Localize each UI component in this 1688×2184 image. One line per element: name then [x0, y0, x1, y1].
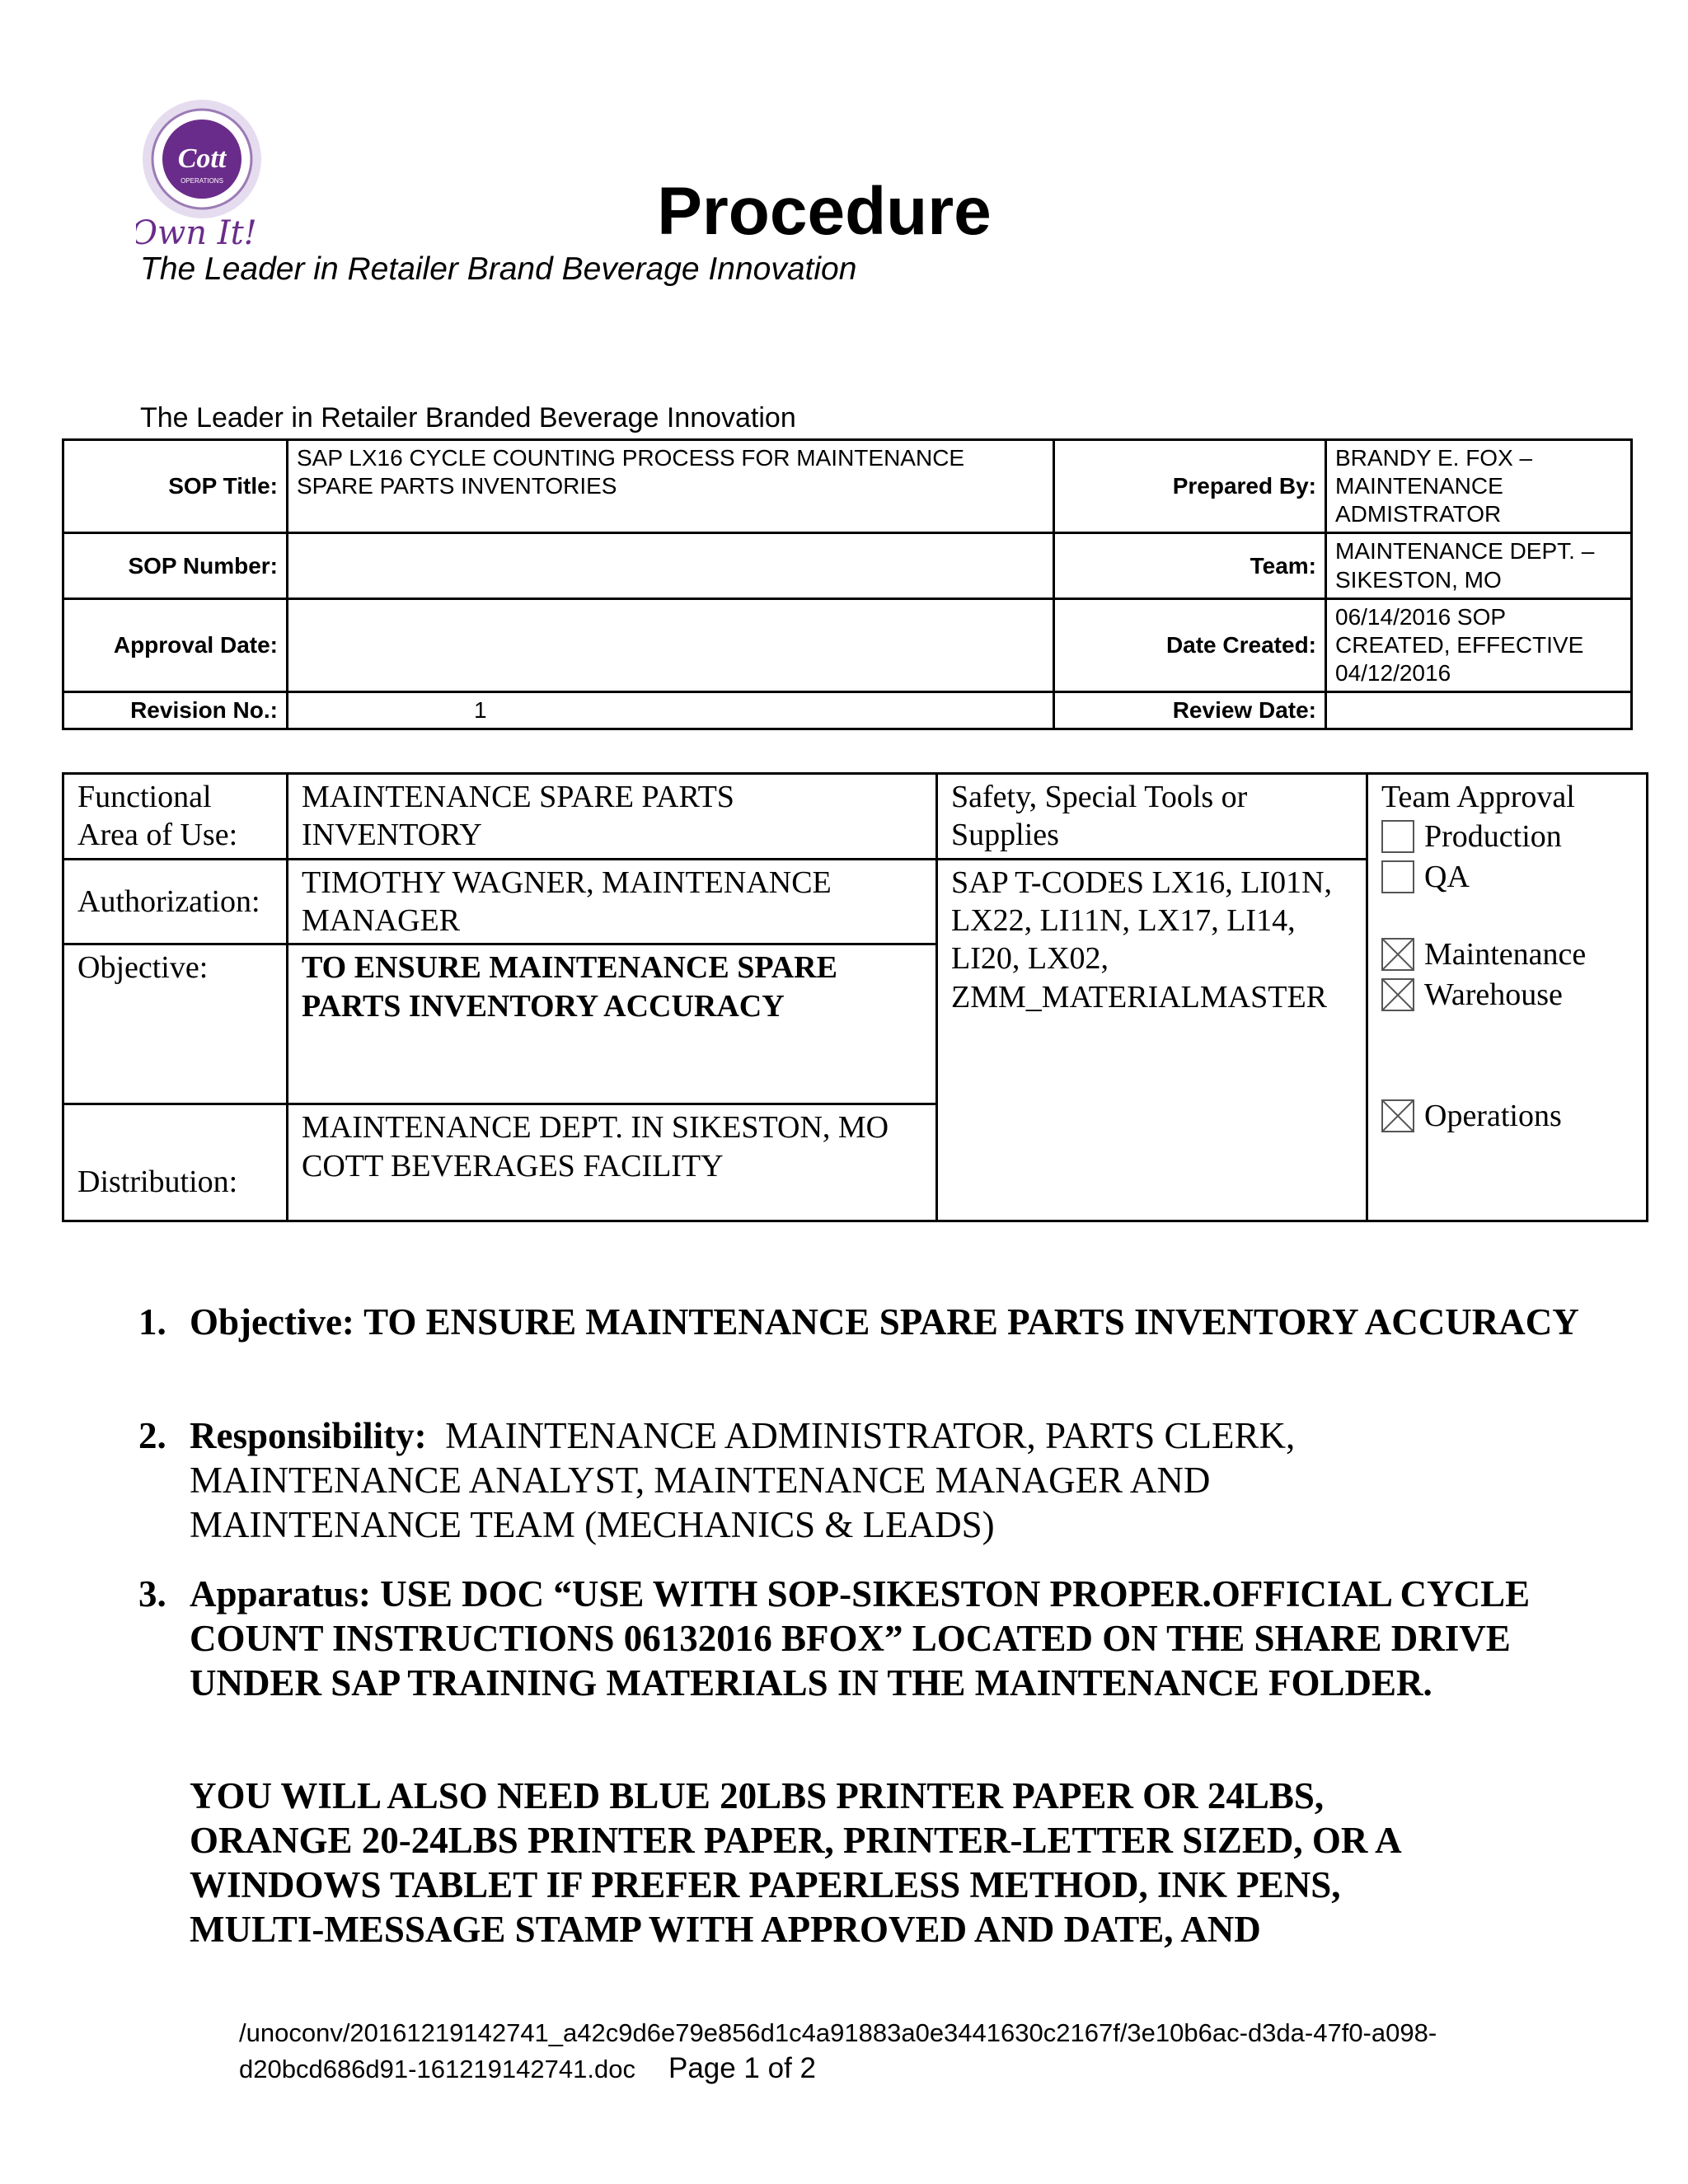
team-label: Team: [1054, 533, 1326, 598]
approval-label: QA [1424, 859, 1470, 894]
sop-title-label: SOP Title: [63, 440, 288, 533]
approval-label: Production [1424, 818, 1562, 854]
prepared-by-label: Prepared By: [1054, 440, 1326, 533]
table-row [63, 692, 1632, 729]
functional-table [62, 772, 1648, 1222]
table-row [63, 774, 1648, 860]
section-text [190, 1572, 1558, 1705]
sop-info-table [62, 438, 1633, 730]
approval-item [1381, 856, 1633, 897]
team-approval-cell [1367, 774, 1648, 1221]
sop-title-value: SAP LX16 CYCLE COUNTING PROCESS FOR MAINTENANCE SPARE PARTS INVENTORIES [288, 440, 1054, 533]
checked-box-icon[interactable] [1381, 1099, 1414, 1132]
checked-box-icon[interactable] [1381, 938, 1414, 971]
distribution-label: Distribution: [63, 1104, 288, 1221]
section-body: USE DOC “USE WITH SOP-SIKESTON PROPER.OFFICIAL CYCLE COUNT INSTRUCTIONS 06132016 BFOX” LOCATED ON THE SHARE DRIVE UNDER SAP TRAINING MATERIALS IN THE MAINTENANCE FOLDER. [190, 1573, 1531, 1704]
section-heading: Apparatus: [190, 1573, 372, 1615]
authorization-value: TIMOTHY WAGNER, MAINTENANCE MANAGER [288, 859, 937, 944]
review-date-label: Review Date: [1054, 692, 1326, 729]
approval-date-label: Approval Date: [63, 598, 288, 691]
section-heading: Objective: [190, 1301, 354, 1343]
date-created-label: Date Created: [1054, 598, 1326, 691]
checkbox-icon[interactable] [1381, 820, 1414, 853]
authorization-label: Authorization: [63, 859, 288, 944]
approval-item [1381, 934, 1633, 974]
footer-path-line2: d20bcd686d91-161219142741.doc [239, 2055, 635, 2083]
section-number: 2. [138, 1415, 166, 1456]
tagline: The Leader in Retailer Brand Beverage Innovation [140, 251, 857, 287]
extra-paragraph: YOU WILL ALSO NEED BLUE 20LBS PRINTER PAPER OR 24LBS, ORANGE 20-24LBS PRINTER PAPER, PRINTER-LETTER SIZED, OR A WINDOWS TABLET IF PREFER PAPERLESS METHOD, INK PENS, MULTI-MESSAGE STAMP WITH APPROVED AND DATE, AND [190, 1775, 1400, 1950]
footer [239, 2015, 1475, 2087]
team-approval-list [1381, 816, 1633, 1136]
company-logo [136, 97, 268, 250]
footer-path-line1: /unoconv/20161219142741_a42c9d6e79e856d1c4a91883a0e3441630c2167f/3e10b6ac-d3da-47f0-a098- [239, 2018, 1437, 2047]
section-heading: Responsibility: [190, 1415, 427, 1456]
approval-item [1381, 974, 1633, 1015]
section-number: 3. [138, 1573, 166, 1615]
approval-item [1381, 816, 1633, 856]
section-body: TO ENSURE MAINTENANCE SPARE PARTS INVENTORY ACCURACY [363, 1301, 1579, 1343]
approval-label: Warehouse [1424, 977, 1563, 1012]
functional-area-label: Functional Area of Use: [63, 774, 288, 860]
revision-value: 1 [288, 692, 1054, 729]
objective-label: Objective: [63, 944, 288, 1104]
approval-date-value [288, 598, 1054, 691]
sop-number-value [288, 533, 1054, 598]
section-text [190, 1413, 1475, 1547]
logo-sub: OPERATIONS [181, 177, 223, 185]
tagline-secondary: The Leader in Retailer Branded Beverage Innovation [140, 402, 796, 434]
functional-area-value: MAINTENANCE SPARE PARTS INVENTORY [288, 774, 937, 860]
section-body: MAINTENANCE ADMINISTRATOR, PARTS CLERK, MAINTENANCE ANALYST, MAINTENANCE MANAGER AND MAINTENANCE TEAM (MECHANICS & LEADS) [190, 1415, 1296, 1545]
table-row [63, 598, 1632, 691]
sop-number-label: SOP Number: [63, 533, 288, 598]
approval-item [1381, 1095, 1633, 1136]
date-created-value: 06/14/2016 SOP CREATED, EFFECTIVE 04/12/2016 [1326, 598, 1632, 691]
table-row [63, 440, 1632, 533]
checkbox-icon[interactable] [1381, 860, 1414, 893]
safety-value: SAP T-CODES LX16, LI01N, LX22, LI11N, LX17, LI14, LI20, LX02, ZMM_MATERIALMASTER [937, 859, 1367, 1221]
prepared-by-value: BRANDY E. FOX – MAINTENANCE ADMISTRATOR [1326, 440, 1632, 533]
safety-label: Safety, Special Tools or Supplies [937, 774, 1367, 860]
table-row [63, 533, 1632, 598]
team-value: MAINTENANCE DEPT. – SIKESTON, MO [1326, 533, 1632, 598]
logo-script: Own It! [136, 214, 257, 250]
page-number: Page 1 of 2 [668, 2052, 817, 2084]
section-number: 1. [138, 1301, 166, 1343]
objective-value: TO ENSURE MAINTENANCE SPARE PARTS INVENTORY ACCURACY [288, 944, 937, 1104]
distribution-value: MAINTENANCE DEPT. IN SIKESTON, MO COTT BEVERAGES FACILITY [288, 1104, 937, 1221]
approval-label: Operations [1424, 1098, 1562, 1133]
page-title: Procedure [657, 174, 992, 249]
section-text [190, 1300, 1591, 1344]
approval-label: Maintenance [1424, 936, 1587, 972]
revision-label: Revision No.: [63, 692, 288, 729]
team-approval-label: Team Approval [1381, 780, 1575, 814]
checked-box-icon[interactable] [1381, 978, 1414, 1011]
logo-text: Cott [177, 143, 227, 174]
review-date-value [1326, 692, 1632, 729]
